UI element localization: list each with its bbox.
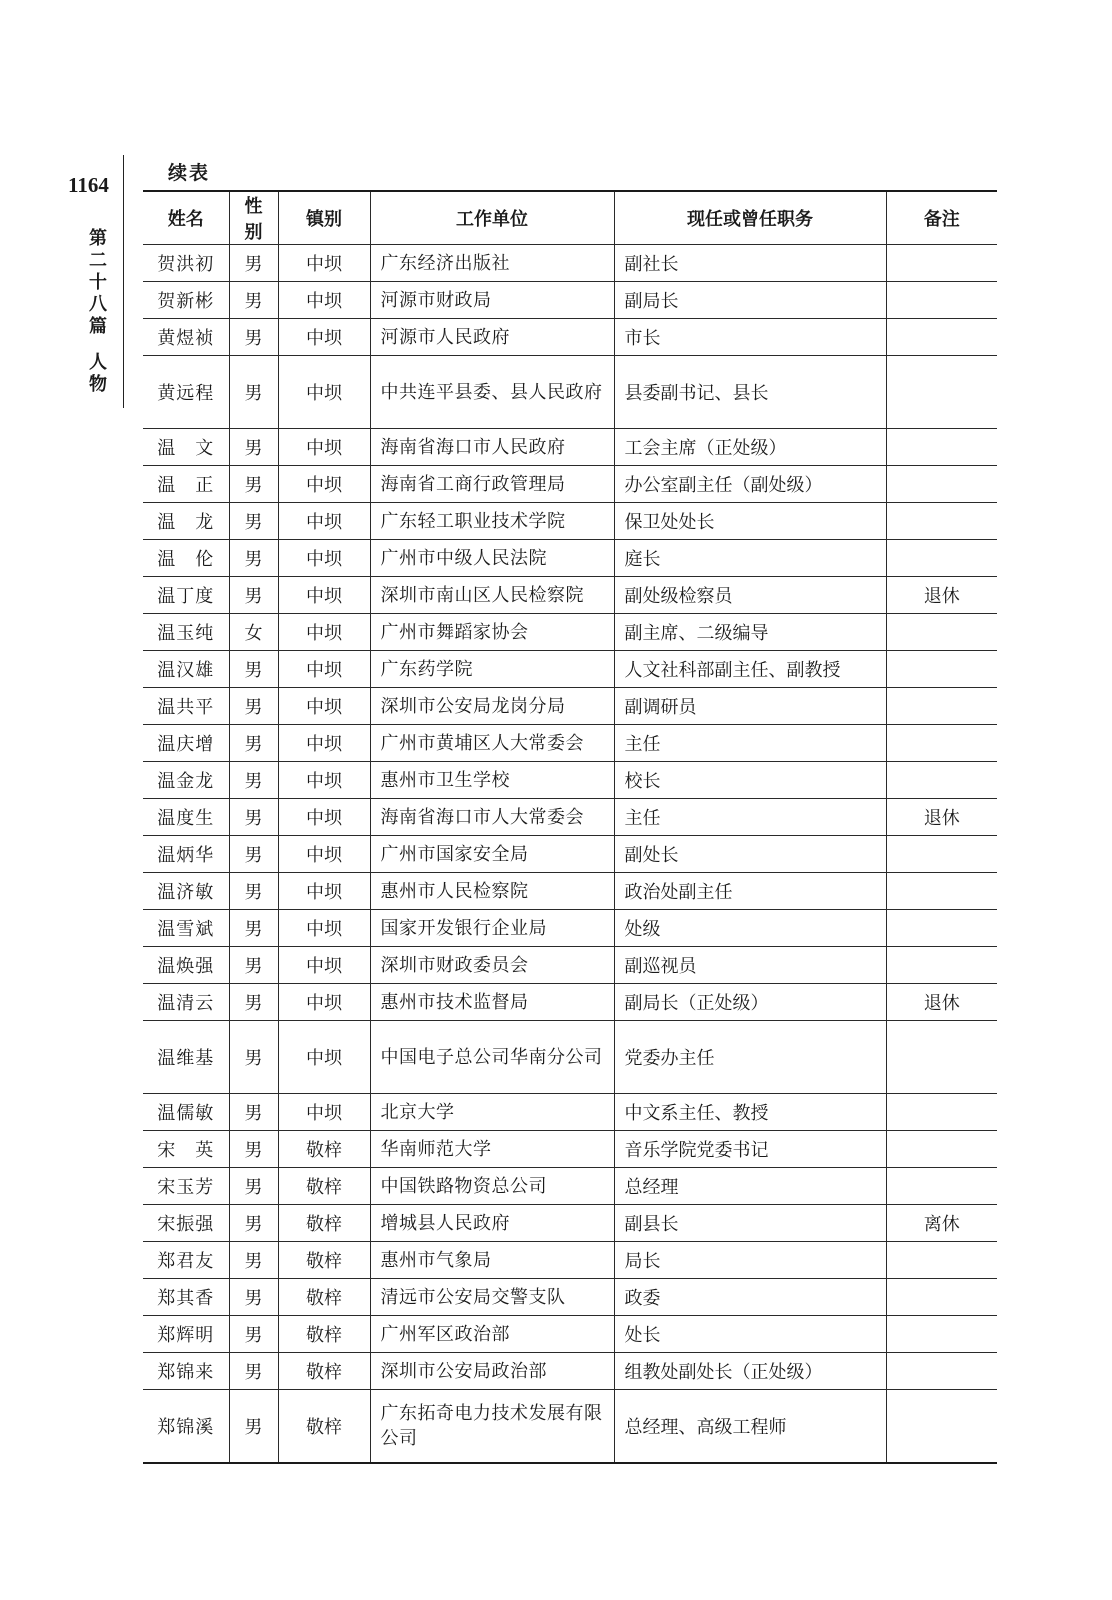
person-gender-cell: 男 bbox=[229, 725, 278, 762]
person-position-cell: 副处长 bbox=[614, 836, 886, 873]
table-row bbox=[143, 466, 997, 503]
column-header-position: 现任或曾任职务 bbox=[614, 191, 886, 245]
person-gender-cell: 男 bbox=[229, 1021, 278, 1094]
person-name-cell: 贺洪初 bbox=[143, 245, 229, 282]
table-row bbox=[143, 540, 997, 577]
table-row bbox=[143, 1094, 997, 1131]
person-gender-cell: 男 bbox=[229, 429, 278, 466]
table-row bbox=[143, 1390, 997, 1464]
person-gender-cell: 男 bbox=[229, 466, 278, 503]
person-position-cell: 市长 bbox=[614, 319, 886, 356]
person-town-cell: 中坝 bbox=[278, 799, 370, 836]
person-gender-cell: 男 bbox=[229, 282, 278, 319]
person-workplace-cell: 深圳市南山区人民检察院 bbox=[370, 577, 614, 614]
table-row bbox=[143, 503, 997, 540]
person-name-cell: 温度生 bbox=[143, 799, 229, 836]
person-name-cell: 郑辉明 bbox=[143, 1316, 229, 1353]
person-note-cell bbox=[886, 1094, 997, 1131]
person-note-cell bbox=[886, 466, 997, 503]
table-row bbox=[143, 762, 997, 799]
person-position-cell: 主任 bbox=[614, 799, 886, 836]
person-town-cell: 中坝 bbox=[278, 577, 370, 614]
person-note-cell bbox=[886, 725, 997, 762]
person-workplace-cell: 深圳市公安局龙岗分局 bbox=[370, 688, 614, 725]
person-position-cell: 保卫处处长 bbox=[614, 503, 886, 540]
person-name-cell: 黄远程 bbox=[143, 356, 229, 429]
person-name-cell: 温 龙 bbox=[143, 503, 229, 540]
person-town-cell: 中坝 bbox=[278, 356, 370, 429]
person-gender-cell: 男 bbox=[229, 836, 278, 873]
person-note-cell bbox=[886, 540, 997, 577]
person-gender-cell: 男 bbox=[229, 1279, 278, 1316]
person-note-cell: 退休 bbox=[886, 577, 997, 614]
table-row bbox=[143, 799, 997, 836]
person-workplace-cell: 海南省海口市人民政府 bbox=[370, 429, 614, 466]
person-workplace-cell: 惠州市卫生学校 bbox=[370, 762, 614, 799]
person-gender-cell: 男 bbox=[229, 873, 278, 910]
person-town-cell: 敬梓 bbox=[278, 1242, 370, 1279]
person-position-cell: 政治处副主任 bbox=[614, 873, 886, 910]
person-name-cell: 宋玉芳 bbox=[143, 1168, 229, 1205]
person-note-cell bbox=[886, 1168, 997, 1205]
person-note-cell bbox=[886, 1021, 997, 1094]
person-workplace-cell: 惠州市技术监督局 bbox=[370, 984, 614, 1021]
person-gender-cell: 男 bbox=[229, 1131, 278, 1168]
table-row bbox=[143, 614, 997, 651]
person-town-cell: 中坝 bbox=[278, 910, 370, 947]
person-name-cell: 温雪斌 bbox=[143, 910, 229, 947]
person-position-cell: 处级 bbox=[614, 910, 886, 947]
person-town-cell: 中坝 bbox=[278, 725, 370, 762]
person-position-cell: 主任 bbox=[614, 725, 886, 762]
person-workplace-cell: 广州市中级人民法院 bbox=[370, 540, 614, 577]
column-header-gender: 性别 bbox=[229, 191, 278, 245]
person-note-cell bbox=[886, 910, 997, 947]
person-workplace-cell: 华南师范大学 bbox=[370, 1131, 614, 1168]
person-town-cell: 中坝 bbox=[278, 947, 370, 984]
column-header-town: 镇别 bbox=[278, 191, 370, 245]
person-workplace-cell: 惠州市气象局 bbox=[370, 1242, 614, 1279]
person-gender-cell: 男 bbox=[229, 1094, 278, 1131]
person-position-cell: 副社长 bbox=[614, 245, 886, 282]
person-workplace-cell: 海南省工商行政管理局 bbox=[370, 466, 614, 503]
table-row bbox=[143, 282, 997, 319]
person-workplace-cell: 北京大学 bbox=[370, 1094, 614, 1131]
person-note-cell bbox=[886, 282, 997, 319]
page-number: 1164 bbox=[68, 173, 109, 197]
person-town-cell: 中坝 bbox=[278, 873, 370, 910]
table-row bbox=[143, 910, 997, 947]
roster-table bbox=[143, 190, 997, 1464]
person-workplace-cell: 广东经济出版社 bbox=[370, 245, 614, 282]
person-note-cell bbox=[886, 1279, 997, 1316]
person-workplace-cell: 广东轻工职业技术学院 bbox=[370, 503, 614, 540]
table-row bbox=[143, 836, 997, 873]
person-position-cell: 总经理 bbox=[614, 1168, 886, 1205]
table-row bbox=[143, 356, 997, 429]
person-gender-cell: 男 bbox=[229, 1353, 278, 1390]
table-row bbox=[143, 873, 997, 910]
person-note-cell: 退休 bbox=[886, 799, 997, 836]
person-position-cell: 中文系主任、教授 bbox=[614, 1094, 886, 1131]
table-row bbox=[143, 1316, 997, 1353]
person-workplace-cell: 惠州市人民检察院 bbox=[370, 873, 614, 910]
table-row bbox=[143, 725, 997, 762]
person-position-cell: 局长 bbox=[614, 1242, 886, 1279]
person-town-cell: 中坝 bbox=[278, 836, 370, 873]
running-title bbox=[84, 228, 112, 396]
person-note-cell bbox=[886, 947, 997, 984]
person-gender-cell: 男 bbox=[229, 1168, 278, 1205]
person-note-cell bbox=[886, 245, 997, 282]
person-note-cell bbox=[886, 651, 997, 688]
person-town-cell: 中坝 bbox=[278, 466, 370, 503]
person-note-cell bbox=[886, 762, 997, 799]
person-name-cell: 温金龙 bbox=[143, 762, 229, 799]
person-gender-cell: 男 bbox=[229, 910, 278, 947]
person-gender-cell: 男 bbox=[229, 540, 278, 577]
running-title-gap bbox=[84, 338, 112, 352]
person-position-cell: 副调研员 bbox=[614, 688, 886, 725]
table-row bbox=[143, 1205, 997, 1242]
person-name-cell: 温玉纯 bbox=[143, 614, 229, 651]
person-gender-cell: 男 bbox=[229, 799, 278, 836]
person-gender-cell: 女 bbox=[229, 614, 278, 651]
person-town-cell: 敬梓 bbox=[278, 1279, 370, 1316]
person-workplace-cell: 广东拓奇电力技术发展有限公司 bbox=[370, 1390, 614, 1464]
person-name-cell: 温 正 bbox=[143, 466, 229, 503]
table-row bbox=[143, 947, 997, 984]
person-position-cell: 音乐学院党委书记 bbox=[614, 1131, 886, 1168]
person-note-cell bbox=[886, 503, 997, 540]
person-town-cell: 中坝 bbox=[278, 762, 370, 799]
person-town-cell: 中坝 bbox=[278, 688, 370, 725]
person-town-cell: 中坝 bbox=[278, 984, 370, 1021]
running-title-char: 人 bbox=[89, 352, 107, 373]
person-name-cell: 温焕强 bbox=[143, 947, 229, 984]
person-gender-cell: 男 bbox=[229, 356, 278, 429]
running-title-char: 篇 bbox=[89, 316, 107, 337]
running-title-char: 物 bbox=[89, 374, 107, 395]
person-workplace-cell: 广东药学院 bbox=[370, 651, 614, 688]
person-workplace-cell: 广州市黄埔区人大常委会 bbox=[370, 725, 614, 762]
table-row bbox=[143, 577, 997, 614]
person-town-cell: 中坝 bbox=[278, 503, 370, 540]
person-town-cell: 敬梓 bbox=[278, 1390, 370, 1464]
person-name-cell: 温儒敏 bbox=[143, 1094, 229, 1131]
person-gender-cell: 男 bbox=[229, 651, 278, 688]
column-header-name: 姓名 bbox=[143, 191, 229, 245]
person-position-cell: 副巡视员 bbox=[614, 947, 886, 984]
person-workplace-cell: 清远市公安局交警支队 bbox=[370, 1279, 614, 1316]
person-town-cell: 中坝 bbox=[278, 245, 370, 282]
person-position-cell: 处长 bbox=[614, 1316, 886, 1353]
person-gender-cell: 男 bbox=[229, 319, 278, 356]
person-name-cell: 温维基 bbox=[143, 1021, 229, 1094]
person-gender-cell: 男 bbox=[229, 577, 278, 614]
column-header-note: 备注 bbox=[886, 191, 997, 245]
person-note-cell bbox=[886, 1131, 997, 1168]
person-workplace-cell: 河源市财政局 bbox=[370, 282, 614, 319]
person-note-cell: 离休 bbox=[886, 1205, 997, 1242]
person-position-cell: 党委办主任 bbox=[614, 1021, 886, 1094]
running-title-char: 十 bbox=[89, 272, 107, 293]
table-row bbox=[143, 984, 997, 1021]
person-town-cell: 敬梓 bbox=[278, 1316, 370, 1353]
person-note-cell bbox=[886, 319, 997, 356]
person-note-cell bbox=[886, 836, 997, 873]
person-workplace-cell: 中共连平县委、县人民政府 bbox=[370, 356, 614, 429]
person-workplace-cell: 广州市国家安全局 bbox=[370, 836, 614, 873]
person-name-cell: 郑锦来 bbox=[143, 1353, 229, 1390]
person-name-cell: 温丁度 bbox=[143, 577, 229, 614]
person-note-cell: 退休 bbox=[886, 984, 997, 1021]
person-gender-cell: 男 bbox=[229, 1316, 278, 1353]
person-town-cell: 中坝 bbox=[278, 651, 370, 688]
person-town-cell: 敬梓 bbox=[278, 1353, 370, 1390]
person-name-cell: 宋 英 bbox=[143, 1131, 229, 1168]
person-name-cell: 郑锦溪 bbox=[143, 1390, 229, 1464]
person-name-cell: 温庆增 bbox=[143, 725, 229, 762]
person-town-cell: 中坝 bbox=[278, 540, 370, 577]
person-position-cell: 办公室副主任（副处级） bbox=[614, 466, 886, 503]
person-position-cell: 人文社科部副主任、副教授 bbox=[614, 651, 886, 688]
person-workplace-cell: 中国铁路物资总公司 bbox=[370, 1168, 614, 1205]
person-position-cell: 副处级检察员 bbox=[614, 577, 886, 614]
person-workplace-cell: 国家开发银行企业局 bbox=[370, 910, 614, 947]
person-note-cell bbox=[886, 873, 997, 910]
person-workplace-cell: 海南省海口市人大常委会 bbox=[370, 799, 614, 836]
person-town-cell: 中坝 bbox=[278, 319, 370, 356]
running-title-char: 第 bbox=[89, 228, 107, 249]
person-position-cell: 县委副书记、县长 bbox=[614, 356, 886, 429]
table-row bbox=[143, 319, 997, 356]
person-position-cell: 政委 bbox=[614, 1279, 886, 1316]
person-town-cell: 中坝 bbox=[278, 614, 370, 651]
person-name-cell: 郑君友 bbox=[143, 1242, 229, 1279]
table-row bbox=[143, 1021, 997, 1094]
table-row bbox=[143, 688, 997, 725]
person-note-cell bbox=[886, 1316, 997, 1353]
person-workplace-cell: 中国电子总公司华南分公司 bbox=[370, 1021, 614, 1094]
person-name-cell: 温汉雄 bbox=[143, 651, 229, 688]
person-name-cell: 宋振强 bbox=[143, 1205, 229, 1242]
person-name-cell: 黄煜祯 bbox=[143, 319, 229, 356]
person-name-cell: 温共平 bbox=[143, 688, 229, 725]
person-town-cell: 中坝 bbox=[278, 1094, 370, 1131]
person-workplace-cell: 河源市人民政府 bbox=[370, 319, 614, 356]
person-workplace-cell: 深圳市公安局政治部 bbox=[370, 1353, 614, 1390]
person-note-cell bbox=[886, 688, 997, 725]
table-caption: 续表 bbox=[168, 162, 211, 184]
person-gender-cell: 男 bbox=[229, 245, 278, 282]
person-town-cell: 中坝 bbox=[278, 282, 370, 319]
person-note-cell bbox=[886, 614, 997, 651]
margin-rule bbox=[123, 155, 124, 408]
person-name-cell: 温 伦 bbox=[143, 540, 229, 577]
person-position-cell: 副局长 bbox=[614, 282, 886, 319]
person-gender-cell: 男 bbox=[229, 503, 278, 540]
person-name-cell: 温清云 bbox=[143, 984, 229, 1021]
table-row bbox=[143, 1131, 997, 1168]
person-note-cell bbox=[886, 1353, 997, 1390]
person-town-cell: 中坝 bbox=[278, 429, 370, 466]
table-row bbox=[143, 1168, 997, 1205]
person-position-cell: 总经理、高级工程师 bbox=[614, 1390, 886, 1464]
person-town-cell: 敬梓 bbox=[278, 1168, 370, 1205]
person-name-cell: 温 文 bbox=[143, 429, 229, 466]
person-workplace-cell: 增城县人民政府 bbox=[370, 1205, 614, 1242]
person-workplace-cell: 深圳市财政委员会 bbox=[370, 947, 614, 984]
table-row bbox=[143, 1242, 997, 1279]
person-town-cell: 中坝 bbox=[278, 1021, 370, 1094]
person-note-cell bbox=[886, 1242, 997, 1279]
header-row bbox=[143, 191, 997, 245]
table-row bbox=[143, 1353, 997, 1390]
person-gender-cell: 男 bbox=[229, 762, 278, 799]
table-row bbox=[143, 651, 997, 688]
person-gender-cell: 男 bbox=[229, 1242, 278, 1279]
person-position-cell: 校长 bbox=[614, 762, 886, 799]
person-position-cell: 组教处副处长（正处级） bbox=[614, 1353, 886, 1390]
column-header-org: 工作单位 bbox=[370, 191, 614, 245]
person-gender-cell: 男 bbox=[229, 1205, 278, 1242]
person-name-cell: 贺新彬 bbox=[143, 282, 229, 319]
person-gender-cell: 男 bbox=[229, 688, 278, 725]
person-note-cell bbox=[886, 429, 997, 466]
person-name-cell: 温炳华 bbox=[143, 836, 229, 873]
person-position-cell: 庭长 bbox=[614, 540, 886, 577]
person-gender-cell: 男 bbox=[229, 984, 278, 1021]
person-position-cell: 副局长（正处级） bbox=[614, 984, 886, 1021]
table-row bbox=[143, 1279, 997, 1316]
roster-body bbox=[143, 245, 997, 1464]
person-gender-cell: 男 bbox=[229, 947, 278, 984]
person-workplace-cell: 广州军区政治部 bbox=[370, 1316, 614, 1353]
table-row bbox=[143, 429, 997, 466]
person-position-cell: 工会主席（正处级） bbox=[614, 429, 886, 466]
person-note-cell bbox=[886, 356, 997, 429]
person-position-cell: 副县长 bbox=[614, 1205, 886, 1242]
person-name-cell: 郑其香 bbox=[143, 1279, 229, 1316]
person-position-cell: 副主席、二级编导 bbox=[614, 614, 886, 651]
running-title-char: 二 bbox=[89, 250, 107, 271]
person-name-cell: 温济敏 bbox=[143, 873, 229, 910]
person-town-cell: 敬梓 bbox=[278, 1131, 370, 1168]
running-title-char: 八 bbox=[89, 294, 107, 315]
person-note-cell bbox=[886, 1390, 997, 1464]
person-gender-cell: 男 bbox=[229, 1390, 278, 1464]
table-row bbox=[143, 245, 997, 282]
person-workplace-cell: 广州市舞蹈家协会 bbox=[370, 614, 614, 651]
person-town-cell: 敬梓 bbox=[278, 1205, 370, 1242]
